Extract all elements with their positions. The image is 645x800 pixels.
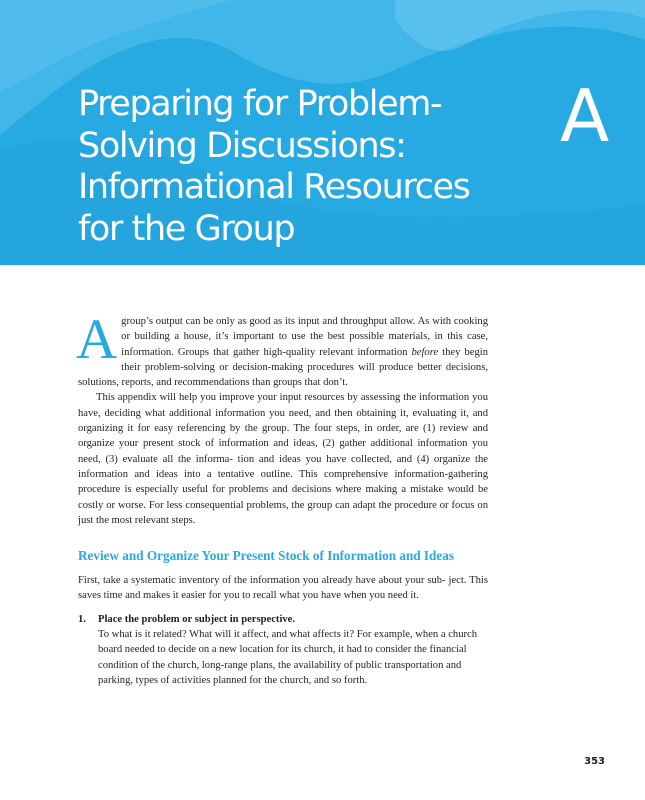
list-item-number: 1. [78, 613, 86, 625]
intro-paragraph [76, 308, 488, 390]
list-item-heading: Place the problem or subject in perspective. [98, 613, 296, 625]
numbered-list [78, 612, 488, 688]
page-number: 353 [584, 756, 605, 767]
chapter-banner [0, 0, 645, 265]
overview-paragraph: This appendix will help you improve your input resources by assessing the information you have, deciding what additional information you need, and then obtaining it, evaluating it, and organizing it for easy referencing by the group. The four steps, in order, are (1) review and organize your present stock of information and ideas, (2) gather additional information you need, (3) evaluate all the informa- tion and ideas you have collected, and (4) organize the information and ideas into a tentative outline. This comprehensive information-gathering procedure is especially useful for problems and decisions where making a mistake would be costly or worse. For less consequential problems, the group can adapt the procedure or focus on just the most relevant steps. [78, 392, 488, 526]
chapter-title-line: Informational Resources [78, 167, 470, 207]
chapter-title-line: Solving Discussions: [78, 125, 406, 166]
intro-text-after: they begin their problem-solving or decision-making procedures will produce better decisions, solutions, reports, and recommendations than groups that don’t. [78, 346, 488, 389]
section-heading: Review and Organize Your Present Stock of Information and Ideas [78, 548, 454, 564]
page-body [76, 308, 488, 688]
list-item-body: To what is it related? What will it affect, and what affects it? For example, when a church board needed to decide on a new location for its church, it had to consider the financial condition of the church, long-range plans, the availability of public transportation and parking, types of activities planned for the church, and so forth. [98, 629, 478, 686]
intro-emphasis: before [411, 346, 439, 358]
section-paragraph: First, take a systematic inventory of the information you already have about your sub- ject. This saves time and makes it easier for you to recall what you have when you need it. [78, 575, 488, 602]
chapter-title-line: for the Group [78, 208, 295, 249]
chapter-title-line: Preparing for Problem- [78, 84, 442, 124]
drop-cap: A [76, 308, 118, 371]
appendix-letter: A [560, 74, 610, 158]
list-item [78, 612, 488, 688]
intro-text-before: group’s output can be only as good as its input and throughput allow. As with cooking or building a house, it’s important to use the best possible materials, in this case, information. Groups that gather high-quality relevant information [121, 316, 488, 358]
chapter-title [78, 84, 498, 250]
